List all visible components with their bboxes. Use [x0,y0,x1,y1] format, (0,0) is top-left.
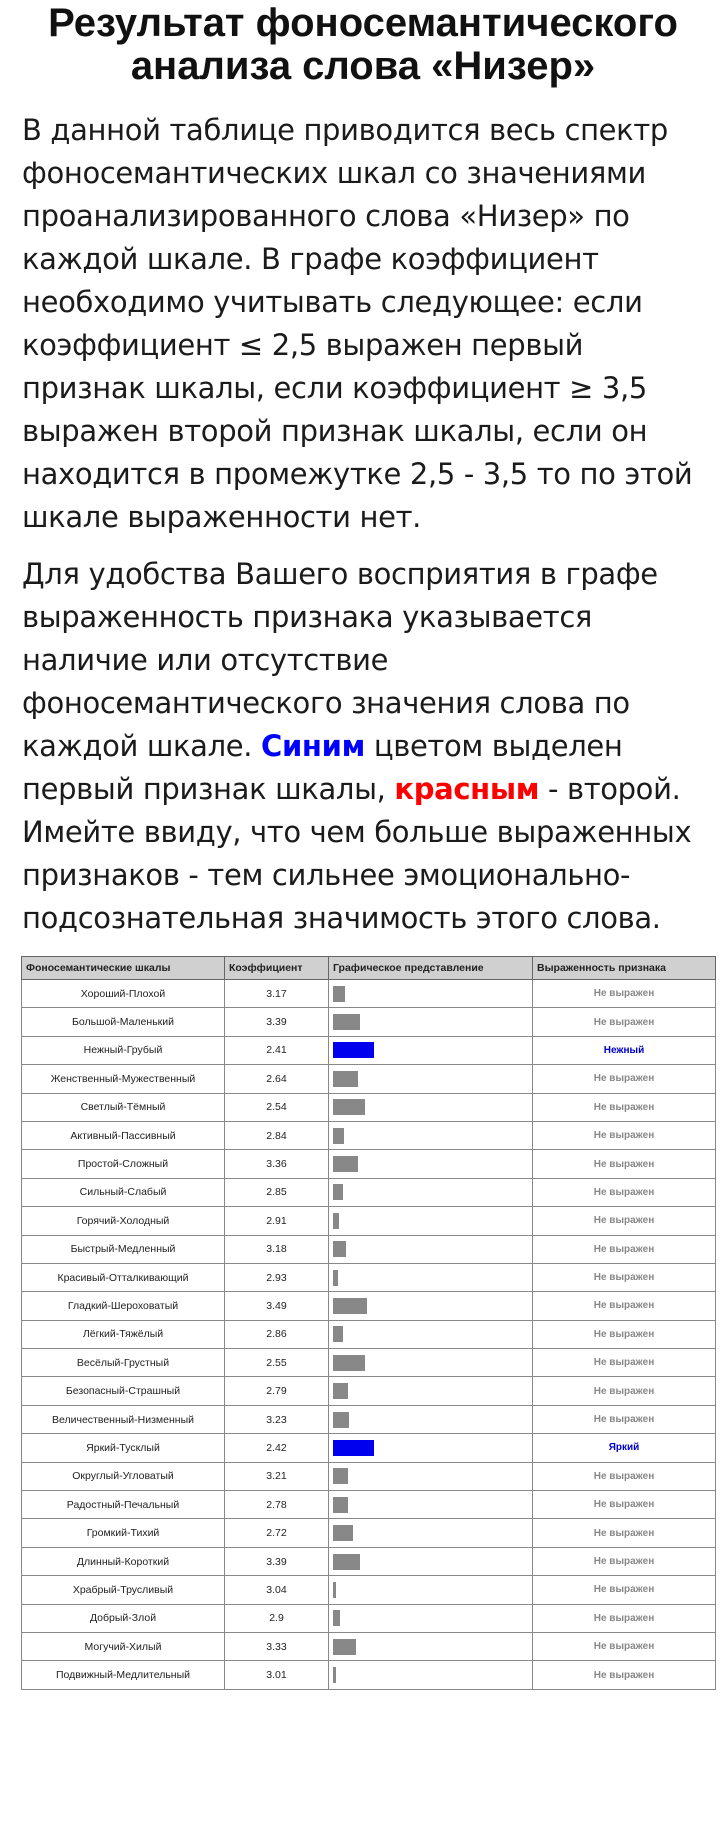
scale-name: Храбрый-Трусливый [22,1576,225,1604]
table-header-row [22,957,716,980]
table-row [22,1320,716,1348]
scale-name: Простой-Сложный [22,1150,225,1178]
scale-name: Большой-Маленький [22,1008,225,1036]
graphic-cell [329,1121,533,1149]
coefficient-bar [333,1128,344,1144]
table-row [22,1036,716,1064]
graphic-cell [329,1235,533,1263]
coefficient-bar [333,1582,336,1598]
table-row [22,1576,716,1604]
coefficient-bar [333,1667,336,1683]
expression-value: Не выражен [533,1150,716,1178]
coefficient-bar [333,1184,343,1200]
coefficient-value: 2.9 [225,1604,329,1632]
graphic-cell [329,1292,533,1320]
coefficient-bar [333,1610,340,1626]
coefficient-bar [333,1014,360,1030]
table-row [22,1093,716,1121]
table-row [22,1349,716,1377]
table-row [22,1434,716,1462]
red-highlight-word: красным [394,772,540,806]
coefficient-value: 2.64 [225,1065,329,1093]
coefficient-value: 3.33 [225,1632,329,1660]
coefficient-value: 3.39 [225,1547,329,1575]
coefficient-bar [333,1241,346,1257]
table-row [22,1519,716,1547]
header-expression: Выраженность признака [533,957,716,980]
coefficient-bar [333,1071,358,1087]
coefficient-bar [333,1497,348,1513]
coefficient-value: 2.72 [225,1519,329,1547]
scale-name: Горячий-Холодный [22,1207,225,1235]
header-graphic: Графическое представление [329,957,533,980]
header-coefficient: Коэффициент [225,957,329,980]
table-row [22,1491,716,1519]
coefficient-bar [333,1326,343,1342]
coefficient-value: 2.42 [225,1434,329,1462]
table-row [22,1008,716,1036]
expression-value: Яркий [533,1434,716,1462]
scale-name: Величественный-Низменный [22,1405,225,1433]
expression-value: Не выражен [533,1604,716,1632]
table-row [22,1235,716,1263]
scale-name: Гладкий-Шероховатый [22,1292,225,1320]
graphic-cell [329,1604,533,1632]
expression-value: Не выражен [533,1491,716,1519]
expression-value: Не выражен [533,1263,716,1291]
scale-name: Женственный-Мужественный [22,1065,225,1093]
scale-name: Подвижный-Медлительный [22,1661,225,1689]
expression-value: Не выражен [533,1349,716,1377]
coefficient-bar [333,1213,339,1229]
table-row [22,1405,716,1433]
coefficient-value: 2.41 [225,1036,329,1064]
scale-name: Могучий-Хилый [22,1632,225,1660]
table-body [22,980,716,1690]
coefficient-bar [333,1440,374,1456]
graphic-cell [329,1093,533,1121]
table-row [22,1207,716,1235]
coefficient-value: 2.84 [225,1121,329,1149]
table-row [22,1377,716,1405]
coefficient-bar [333,1156,358,1172]
graphic-cell [329,1150,533,1178]
coefficient-value: 2.55 [225,1349,329,1377]
scale-name: Сильный-Слабый [22,1178,225,1206]
table-row [22,1661,716,1689]
expression-value: Не выражен [533,1008,716,1036]
expression-value: Не выражен [533,1292,716,1320]
expression-value: Не выражен [533,1547,716,1575]
intro-paragraph: В данной таблице приводится весь спектр фоносемантических шкал со значениями проанализированного слова «Низер» по каждой шкале. В графе коэффициент необходимо учитывать следующее: если коэффициент ≤ 2,5 выражен первый признак шкалы, если коэффициент ≥ 3,5 выражен второй признак шкалы, если он находится в промежутке 2,5 - 3,5 то по этой шкале выраженности нет. [22,113,693,534]
graphic-cell [329,1462,533,1490]
scale-name: Безопасный-Страшный [22,1377,225,1405]
coefficient-bar [333,1554,360,1570]
graphic-cell [329,1661,533,1689]
scale-name: Громкий-Тихий [22,1519,225,1547]
graphic-cell [329,980,533,1008]
scale-name: Радостный-Печальный [22,1491,225,1519]
table-row [22,1121,716,1149]
coefficient-value: 2.93 [225,1263,329,1291]
scale-name: Лёгкий-Тяжёлый [22,1320,225,1348]
scale-name: Светлый-Тёмный [22,1093,225,1121]
expression-value: Не выражен [533,1519,716,1547]
coefficient-value: 3.17 [225,980,329,1008]
coefficient-bar [333,986,345,1002]
graphic-cell [329,1320,533,1348]
legend-text-3: - второй. Имейте ввиду, что чем больше выраженных признаков - тем сильнее эмоционально-подсознательная значимость этого слова. [22,772,692,935]
coefficient-bar [333,1042,374,1058]
expression-value: Не выражен [533,1093,716,1121]
coefficient-value: 2.78 [225,1491,329,1519]
scale-name: Красивый-Отталкивающий [22,1263,225,1291]
expression-value: Не выражен [533,1207,716,1235]
graphic-cell [329,1491,533,1519]
expression-value: Не выражен [533,980,716,1008]
expression-value: Не выражен [533,1632,716,1660]
coefficient-bar [333,1468,348,1484]
scale-name: Активный-Пассивный [22,1121,225,1149]
table-row [22,1547,716,1575]
coefficient-bar [333,1270,338,1286]
scale-name: Округлый-Угловатый [22,1462,225,1490]
graphic-cell [329,1519,533,1547]
graphic-cell [329,1263,533,1291]
graphic-cell [329,1207,533,1235]
coefficient-bar [333,1298,367,1314]
graphic-cell [329,1349,533,1377]
scale-name: Яркий-Тусклый [22,1434,225,1462]
coefficient-value: 2.86 [225,1320,329,1348]
graphic-cell [329,1576,533,1604]
coefficient-value: 3.23 [225,1405,329,1433]
table-row [22,1462,716,1490]
expression-value: Не выражен [533,1661,716,1689]
expression-value: Не выражен [533,1065,716,1093]
expression-value: Не выражен [533,1320,716,1348]
expression-value: Не выражен [533,1121,716,1149]
scale-name: Добрый-Злой [22,1604,225,1632]
coefficient-value: 3.49 [225,1292,329,1320]
coefficient-bar [333,1355,365,1371]
legend-text-1: Для удобства Вашего восприятия в графе выраженность признака указывается наличие или отсутствие фоносемантического значения слова по каждой шкале. [22,557,658,763]
coefficient-bar [333,1639,356,1655]
coefficient-value: 2.54 [225,1093,329,1121]
graphic-cell [329,1377,533,1405]
page-title: Результат фоносемантического анализа слова «Низер» [48,1,678,88]
phonosemantic-table [21,956,716,1690]
table-row [22,1263,716,1291]
expression-value: Не выражен [533,1405,716,1433]
scale-name: Быстрый-Медленный [22,1235,225,1263]
table-row [22,1150,716,1178]
coefficient-value: 3.39 [225,1008,329,1036]
coefficient-value: 3.01 [225,1661,329,1689]
header-scales: Фоносемантические шкалы [22,957,225,980]
graphic-cell [329,1434,533,1462]
table-row [22,1604,716,1632]
coefficient-value: 2.79 [225,1377,329,1405]
legend-paragraph [22,553,704,940]
coefficient-value: 3.36 [225,1150,329,1178]
coefficient-value: 3.18 [225,1235,329,1263]
expression-value: Не выражен [533,1178,716,1206]
table-row [22,1292,716,1320]
scale-name: Длинный-Короткий [22,1547,225,1575]
graphic-cell [329,1405,533,1433]
table-row [22,1065,716,1093]
coefficient-value: 3.21 [225,1462,329,1490]
scale-name: Весёлый-Грустный [22,1349,225,1377]
scale-name: Хороший-Плохой [22,980,225,1008]
legend-text-2: цветом выделен первый признак шкалы, [22,729,623,806]
graphic-cell [329,1178,533,1206]
graphic-cell [329,1008,533,1036]
expression-value: Не выражен [533,1235,716,1263]
coefficient-value: 2.91 [225,1207,329,1235]
expression-value: Не выражен [533,1377,716,1405]
coefficient-value: 2.85 [225,1178,329,1206]
coefficient-value: 3.04 [225,1576,329,1604]
blue-highlight-word: Синим [261,729,365,763]
table-row [22,1178,716,1206]
expression-value: Не выражен [533,1462,716,1490]
coefficient-bar [333,1412,349,1428]
expression-value: Не выражен [533,1576,716,1604]
scale-name: Нежный-Грубый [22,1036,225,1064]
coefficient-bar [333,1525,353,1541]
expression-value: Нежный [533,1036,716,1064]
graphic-cell [329,1036,533,1064]
table-row [22,980,716,1008]
coefficient-bar [333,1099,365,1115]
graphic-cell [329,1547,533,1575]
table-row [22,1632,716,1660]
graphic-cell [329,1065,533,1093]
coefficient-bar [333,1383,348,1399]
graphic-cell [329,1632,533,1660]
